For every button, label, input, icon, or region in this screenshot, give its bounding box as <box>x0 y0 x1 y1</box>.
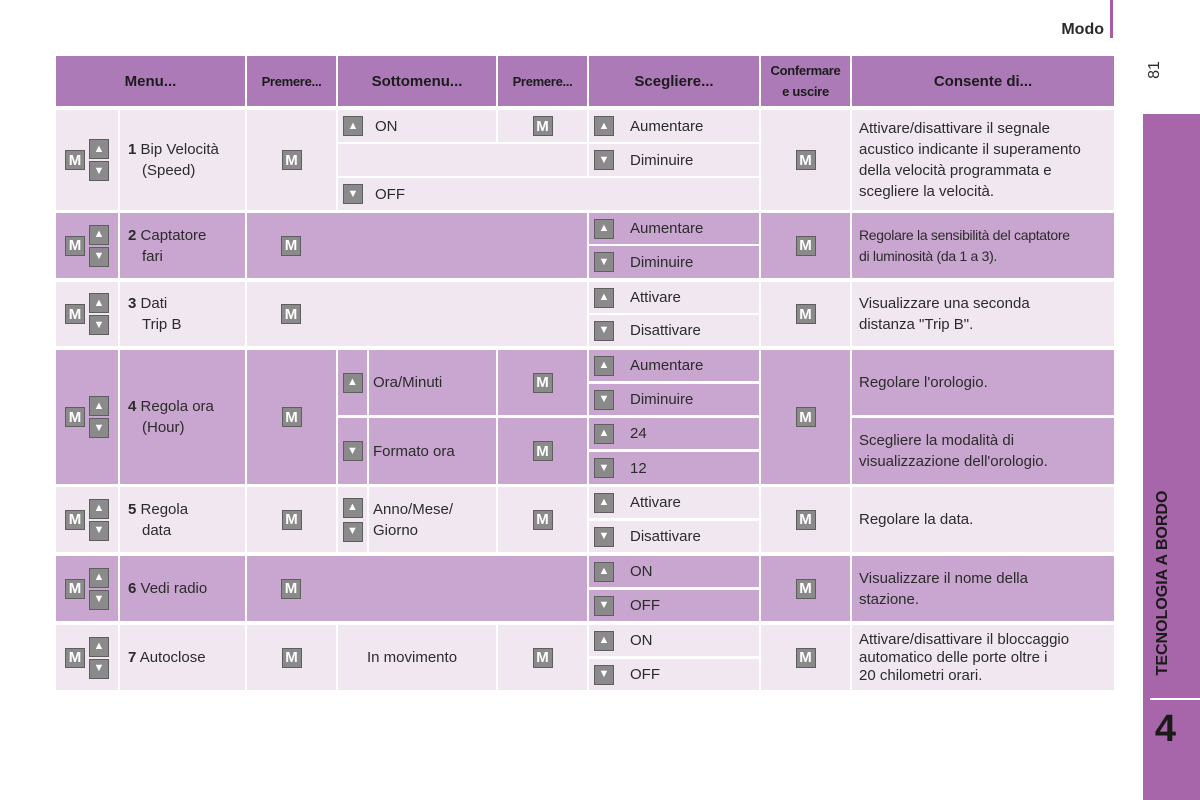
row5-sub-line1: Anno/Mese/ <box>373 500 454 518</box>
row7-desc-line1: Attivare/disattivare il bloccaggio <box>859 630 1070 648</box>
m-key-icon: M <box>65 407 85 427</box>
arrow-up-icon: ▲ <box>89 568 109 588</box>
row6-press <box>247 556 587 621</box>
row7-description <box>852 625 1114 690</box>
row3-confirm <box>761 282 850 346</box>
chapter-number: 4 <box>1154 708 1177 750</box>
row5-sub-press <box>498 487 587 552</box>
row7-press <box>247 625 336 690</box>
arrow-up-icon: ▲ <box>89 293 109 313</box>
row4-name-line1: Regola ora <box>140 398 214 415</box>
row4-choose-b-up <box>589 418 759 449</box>
row3-menu <box>120 282 245 346</box>
m-key-icon: M <box>65 510 85 530</box>
row3-desc-line1: Visualizzare una seconda <box>859 295 1030 312</box>
row5-sub <box>369 487 496 552</box>
m-key-icon: M <box>281 579 301 599</box>
arrow-down-icon: ▼ <box>89 418 109 438</box>
row1-sub-off <box>338 178 759 210</box>
row3-choose-down <box>589 315 759 346</box>
row4-sub-a-press <box>498 350 587 415</box>
header-menu: Menu... <box>56 56 245 106</box>
row4-desc-a-line1: Regolare l'orologio. <box>859 374 988 391</box>
row1-choose-down <box>589 144 759 176</box>
row1-sub-press <box>498 110 587 142</box>
row3-number: 3 <box>128 295 137 312</box>
row6-desc-line2: stazione. <box>859 590 920 608</box>
row2-confirm <box>761 213 850 278</box>
m-key-icon: M <box>65 304 85 324</box>
arrow-up-icon: ▲ <box>89 499 109 519</box>
row7-choose-up-label: ON <box>630 632 653 649</box>
row6-choose-up <box>589 556 759 587</box>
m-key-icon: M <box>796 510 816 530</box>
row4-choose-a-down-label: Diminuire <box>630 391 694 408</box>
row6-choose-down <box>589 590 759 621</box>
row4-sub-b <box>369 418 496 484</box>
arrow-down-icon: ▼ <box>594 458 614 478</box>
section-mode-label: Modo <box>1061 21 1104 38</box>
row1-menu <box>120 110 245 210</box>
m-key-icon: M <box>533 441 553 461</box>
header-confirm-exit <box>761 56 850 106</box>
m-key-icon: M <box>533 116 553 136</box>
row6-number: 6 <box>128 580 137 597</box>
m-key-icon: M <box>65 579 85 599</box>
row7-desc-line2: automatico delle porte oltre i <box>859 648 1048 666</box>
arrow-down-icon: ▼ <box>594 252 614 272</box>
row1-sub-on-label: ON <box>375 117 398 135</box>
row3-choose-up-label: Attivare <box>630 289 681 306</box>
row1-confirm <box>761 110 850 210</box>
row3-press <box>247 282 587 346</box>
row4-choose-a-up-label: Aumentare <box>630 357 704 374</box>
row4-confirm <box>761 350 850 484</box>
arrow-down-icon: ▼ <box>594 665 614 685</box>
row7-number: 7 <box>128 649 137 666</box>
header-submenu: Sottomenu... <box>338 56 496 106</box>
row4-name-line2: (Hour) <box>142 419 185 436</box>
row7-sub-label: In movimento <box>367 649 458 666</box>
arrow-up-icon: ▲ <box>594 631 614 651</box>
arrow-up-icon: ▲ <box>594 288 614 308</box>
arrow-down-icon: ▼ <box>89 590 109 610</box>
row3-choose-up <box>589 282 759 313</box>
row2-choose-up-label: Aumentare <box>630 220 704 237</box>
arrow-up-icon: ▲ <box>343 498 363 518</box>
row5-choose-up <box>589 487 759 518</box>
row7-menu <box>120 625 245 690</box>
row1-sub-blank <box>338 144 587 176</box>
row4-sub-a <box>369 350 496 415</box>
m-key-icon: M <box>796 150 816 170</box>
row1-name-line1: Bip Velocità <box>140 141 219 158</box>
m-key-icon: M <box>282 407 302 427</box>
row4-sub-a-label: Ora/Minuti <box>373 374 443 391</box>
row6-desc-line1: Visualizzare il nome della <box>859 569 1028 587</box>
row3-choose-down-label: Disattivare <box>630 322 701 339</box>
header-confirm-line1: Confermare <box>770 63 841 78</box>
row5-choose-down-label: Disattivare <box>630 528 701 545</box>
row1-desc-line1: Attivare/disattivare il segnale <box>859 120 1050 137</box>
arrow-down-icon: ▼ <box>343 441 363 461</box>
row1-choose-up <box>589 110 759 142</box>
row2-choose-down <box>589 246 759 278</box>
m-key-icon: M <box>796 579 816 599</box>
row6-name-line1: Vedi radio <box>140 580 208 597</box>
m-key-icon: M <box>282 150 302 170</box>
row2-name-line1: Captatore <box>140 226 207 244</box>
row7-keys <box>56 625 118 690</box>
row5-choose-down <box>589 521 759 552</box>
row2-choose-down-label: Diminuire <box>630 253 694 271</box>
row3-description <box>852 282 1114 346</box>
row5-number: 5 <box>128 500 137 518</box>
row3-desc-line2: distanza "Trip B". <box>859 316 974 333</box>
arrow-up-icon: ▲ <box>594 356 614 376</box>
row1-keys <box>56 110 118 210</box>
row1-choose-up-label: Aumentare <box>630 117 704 135</box>
row4-sub-b-label: Formato ora <box>373 442 455 460</box>
row3-name-line2: Trip B <box>142 316 182 333</box>
row4-description-a <box>852 350 1114 415</box>
page-number: 81 <box>1146 61 1163 79</box>
row7-choose-down-label: OFF <box>630 666 660 683</box>
m-key-icon: M <box>65 648 85 668</box>
m-key-icon: M <box>281 236 301 256</box>
side-divider <box>1150 698 1200 700</box>
m-key-icon: M <box>65 150 85 170</box>
row1-choose-down-label: Diminuire <box>630 151 694 169</box>
header-allows: Consente di... <box>852 56 1114 106</box>
row3-name-line1: Dati <box>140 295 168 312</box>
row4-sub-b-press <box>498 418 587 484</box>
m-key-icon: M <box>533 648 553 668</box>
m-key-icon: M <box>282 510 302 530</box>
row7-confirm <box>761 625 850 690</box>
m-key-icon: M <box>533 510 553 530</box>
arrow-up-icon: ▲ <box>89 139 109 159</box>
arrow-up-icon: ▲ <box>594 562 614 582</box>
row6-choose-down-label: OFF <box>630 597 660 614</box>
row4-menu <box>120 350 245 484</box>
row4-desc-b-line1: Scegliere la modalità di <box>859 432 1015 449</box>
row4-description-b <box>852 418 1114 484</box>
row5-press <box>247 487 336 552</box>
row2-keys <box>56 213 118 278</box>
arrow-up-icon: ▲ <box>343 373 363 393</box>
row4-choose-b-down <box>589 452 759 484</box>
row2-number: 2 <box>128 226 137 244</box>
row5-menu <box>120 487 245 552</box>
row7-name-line1: Autoclose <box>139 649 206 666</box>
row5-description <box>852 487 1114 552</box>
arrow-up-icon: ▲ <box>89 396 109 416</box>
m-key-icon: M <box>796 304 816 324</box>
row3-keys <box>56 282 118 346</box>
arrow-down-icon: ▼ <box>343 184 363 204</box>
arrow-down-icon: ▼ <box>594 596 614 616</box>
row4-number: 4 <box>128 398 137 415</box>
row6-confirm <box>761 556 850 621</box>
row2-desc-line2: di luminosità (da 1 a 3). <box>859 247 998 264</box>
arrow-up-icon: ▲ <box>343 116 363 136</box>
row1-sub-on <box>338 110 496 142</box>
row5-name-line2: data <box>142 521 172 539</box>
row1-sub-off-label: OFF <box>375 185 405 203</box>
m-key-icon: M <box>533 373 553 393</box>
arrow-up-icon: ▲ <box>594 424 614 444</box>
m-key-icon: M <box>281 304 301 324</box>
row2-choose-up <box>589 213 759 244</box>
row1-desc-line3: della velocità programmata e <box>859 162 1052 179</box>
row2-desc-line1: Regolare la sensibilità del captatore <box>859 226 1070 243</box>
row6-description <box>852 556 1114 621</box>
arrow-up-icon: ▲ <box>89 225 109 245</box>
row4-choose-b-down-label: 12 <box>630 459 647 477</box>
row1-press <box>247 110 336 210</box>
row7-sub <box>338 625 496 690</box>
arrow-down-icon: ▼ <box>594 150 614 170</box>
row1-desc-line4: scegliere la velocità. <box>859 183 995 200</box>
row4-desc-b-line2: visualizzazione dell'orologio. <box>859 453 1048 470</box>
row4-sub-b-key <box>338 418 367 484</box>
header-choose: Scegliere... <box>589 56 759 106</box>
m-key-icon: M <box>282 648 302 668</box>
m-key-icon: M <box>796 648 816 668</box>
arrow-down-icon: ▼ <box>594 390 614 410</box>
m-key-icon: M <box>796 236 816 256</box>
row2-menu <box>120 213 245 278</box>
arrow-down-icon: ▼ <box>89 659 109 679</box>
row2-press <box>247 213 587 278</box>
row1-number: 1 <box>128 141 137 158</box>
arrow-up-icon: ▲ <box>594 219 614 239</box>
row5-choose-up-label: Attivare <box>630 494 681 511</box>
row4-choose-b-up-label: 24 <box>630 425 647 442</box>
row2-name-line2: fari <box>142 247 163 265</box>
row5-sub-line2: Giorno <box>373 521 419 539</box>
arrow-down-icon: ▼ <box>89 247 109 267</box>
row7-choose-up <box>589 625 759 656</box>
m-key-icon: M <box>65 236 85 256</box>
row6-keys <box>56 556 118 621</box>
header-press-1: Premere... <box>247 56 336 106</box>
row7-desc-line3: 20 chilometri orari. <box>859 666 983 684</box>
row4-choose-a-down <box>589 384 759 415</box>
arrow-up-icon: ▲ <box>594 493 614 513</box>
row1-name-line2: (Speed) <box>142 162 196 179</box>
row1-description <box>852 110 1114 210</box>
arrow-down-icon: ▼ <box>89 315 109 335</box>
arrow-down-icon: ▼ <box>594 527 614 547</box>
row7-sub-press <box>498 625 587 690</box>
row5-confirm <box>761 487 850 552</box>
arrow-up-icon: ▲ <box>89 637 109 657</box>
row2-description <box>852 213 1114 278</box>
header-divider <box>1110 0 1113 38</box>
row4-sub-a-key <box>338 350 367 415</box>
row4-choose-a-up <box>589 350 759 381</box>
header-press-2: Premere... <box>498 56 587 106</box>
arrow-up-icon: ▲ <box>594 116 614 136</box>
header-confirm-line2: e uscire <box>782 84 829 99</box>
arrow-down-icon: ▼ <box>343 522 363 542</box>
row5-name-line1: Regola <box>140 500 189 518</box>
row6-choose-up-label: ON <box>630 563 653 580</box>
arrow-down-icon: ▼ <box>594 321 614 341</box>
row7-choose-down <box>589 659 759 690</box>
row1-desc-line2: acustico indicante il superamento <box>859 141 1081 158</box>
row4-press <box>247 350 336 484</box>
row5-sub-keys <box>338 487 367 552</box>
row5-desc-line1: Regolare la data. <box>859 511 974 528</box>
m-key-icon: M <box>796 407 816 427</box>
arrow-down-icon: ▼ <box>89 161 109 181</box>
row4-keys <box>56 350 118 484</box>
row5-keys <box>56 487 118 552</box>
row6-menu <box>120 556 245 621</box>
chapter-side-label: TECNOLOGIA A BORDO <box>1154 490 1171 676</box>
arrow-down-icon: ▼ <box>89 521 109 541</box>
